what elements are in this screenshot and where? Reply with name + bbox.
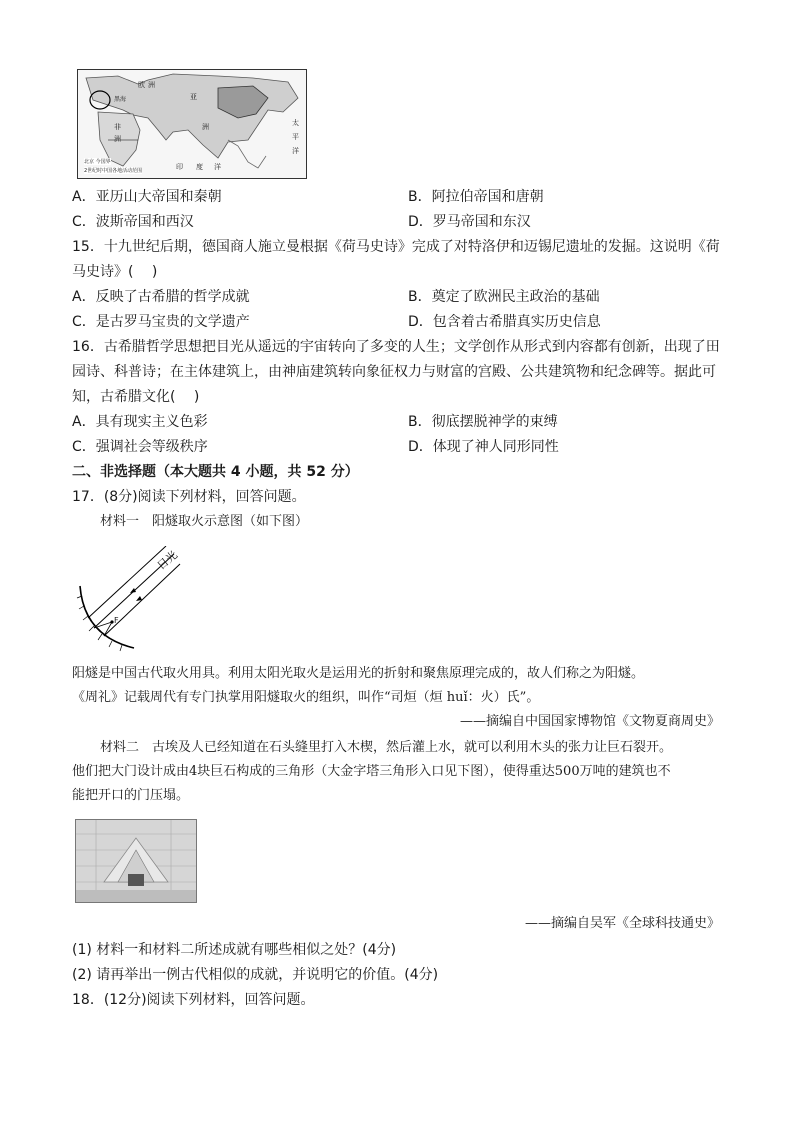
map-label: 洲 bbox=[114, 135, 121, 143]
q14-option-b: B．阿拉伯帝国和唐朝 bbox=[408, 189, 544, 205]
map-label: 度 bbox=[196, 163, 203, 171]
world-map-figure bbox=[77, 69, 307, 179]
q16-option-c: C．强调社会等级秩序 bbox=[72, 439, 208, 455]
q16-stem: 知，古希腊文化( ) bbox=[72, 389, 200, 405]
map-label: 亚 bbox=[190, 93, 197, 101]
q15-stem: 15．十九世纪后期，德国商人施立曼根据《荷马史诗》完成了对特洛伊和迈锡尼遗址的发掘。这说明《荷 bbox=[72, 239, 720, 255]
map-legend: 北京 今国界 bbox=[84, 159, 111, 165]
q15-option-b: B．奠定了欧洲民主政治的基础 bbox=[408, 289, 600, 305]
map-label: 印 bbox=[176, 163, 183, 171]
q14-option-d: D．罗马帝国和东汉 bbox=[408, 214, 531, 230]
focus-point-label: F bbox=[114, 616, 119, 625]
map-legend: 2世纪时中国各地活动范围 bbox=[84, 168, 143, 174]
q14-option-a: A．亚历山大帝国和秦朝 bbox=[72, 189, 222, 205]
pyramid-drawing bbox=[76, 820, 196, 902]
map-label: 非 bbox=[114, 123, 121, 131]
q16-option-a: A．具有现实主义色彩 bbox=[72, 414, 208, 430]
q18-stem: 18．(12分)阅读下列材料，回答问题。 bbox=[72, 992, 315, 1008]
map-label: 平 bbox=[292, 133, 299, 141]
q15-option-d: D．包含着古希腊真实历史信息 bbox=[408, 314, 601, 330]
map-label: 洋 bbox=[214, 163, 221, 171]
material-2-text: 能把开口的门压塌。 bbox=[72, 788, 190, 803]
material-1-text: 阳燧是中国古代取火用具。利用太阳光取火是运用光的折射和聚焦原理完成的，故人们称之为阳燧。 bbox=[72, 666, 645, 681]
material-2-text: 他们把大门设计成由4块巨石构成的三角形（大金字塔三角形入口见下图），使得重达500万吨的建筑也不 bbox=[72, 764, 671, 779]
map-label: 洲 bbox=[202, 123, 209, 131]
map-label: 洋 bbox=[292, 147, 299, 155]
map-label: 欧 bbox=[138, 81, 145, 89]
section-heading: 二、非选择题（本大题共 4 小题，共 52 分） bbox=[72, 464, 359, 480]
q17-stem: 17．(8分)阅读下列材料，回答问题。 bbox=[72, 489, 306, 505]
sunlight-label: 日光 bbox=[154, 548, 180, 573]
q15-option-c: C．是古罗马宝贵的文学遗产 bbox=[72, 314, 250, 330]
map-label: 太 bbox=[292, 119, 299, 127]
map-drawing bbox=[78, 70, 306, 178]
material-1-title: 材料一 阳燧取火示意图（如下图） bbox=[100, 514, 309, 529]
q16-stem: 16．古希腊哲学思想把目光从遥远的宇宙转向了多变的人生；文学创作从形式到内容都有创新，出现了田 bbox=[72, 339, 720, 355]
map-label: 黑海 bbox=[114, 96, 127, 103]
q16-stem: 园诗、科普诗；在主体建筑上，由神庙建筑转向象征权力与财富的宫殿、公共建筑物和纪念碑等。据此可 bbox=[72, 364, 716, 380]
q16-option-b: B．彻底摆脱神学的束缚 bbox=[408, 414, 558, 430]
q17-sub-question-2: (2) 请再举出一例古代相似的成就，并说明它的价值。(4分) bbox=[72, 967, 439, 983]
material-1-text: 《周礼》记载周代有专门执掌用阳燧取火的组织，叫作“司烜（烜 huǐ：火）氏”。 bbox=[72, 690, 540, 705]
q15-option-a: A．反映了古希腊的哲学成就 bbox=[72, 289, 250, 305]
q17-sub-question-1: (1) 材料一和材料二所述成就有哪些相似之处？(4分) bbox=[72, 942, 397, 958]
map-label: 洲 bbox=[148, 81, 155, 89]
pyramid-entrance-photo bbox=[75, 819, 197, 903]
yangsui-diagram bbox=[74, 546, 186, 652]
q15-stem: 马史诗》( ) bbox=[72, 264, 158, 280]
q16-option-d: D．体现了神人同形同性 bbox=[408, 439, 559, 455]
q14-option-c: C．波斯帝国和西汉 bbox=[72, 214, 194, 230]
material-2-text: 材料二 古埃及人已经知道在石头缝里打入木楔，然后灌上水，就可以利用木头的张力让巨石裂开。 bbox=[100, 740, 673, 755]
material-2-source: ——摘编自吴军《全球科技通史》 bbox=[524, 916, 720, 931]
material-1-source: ——摘编自中国国家博物馆《文物夏商周史》 bbox=[459, 714, 720, 729]
